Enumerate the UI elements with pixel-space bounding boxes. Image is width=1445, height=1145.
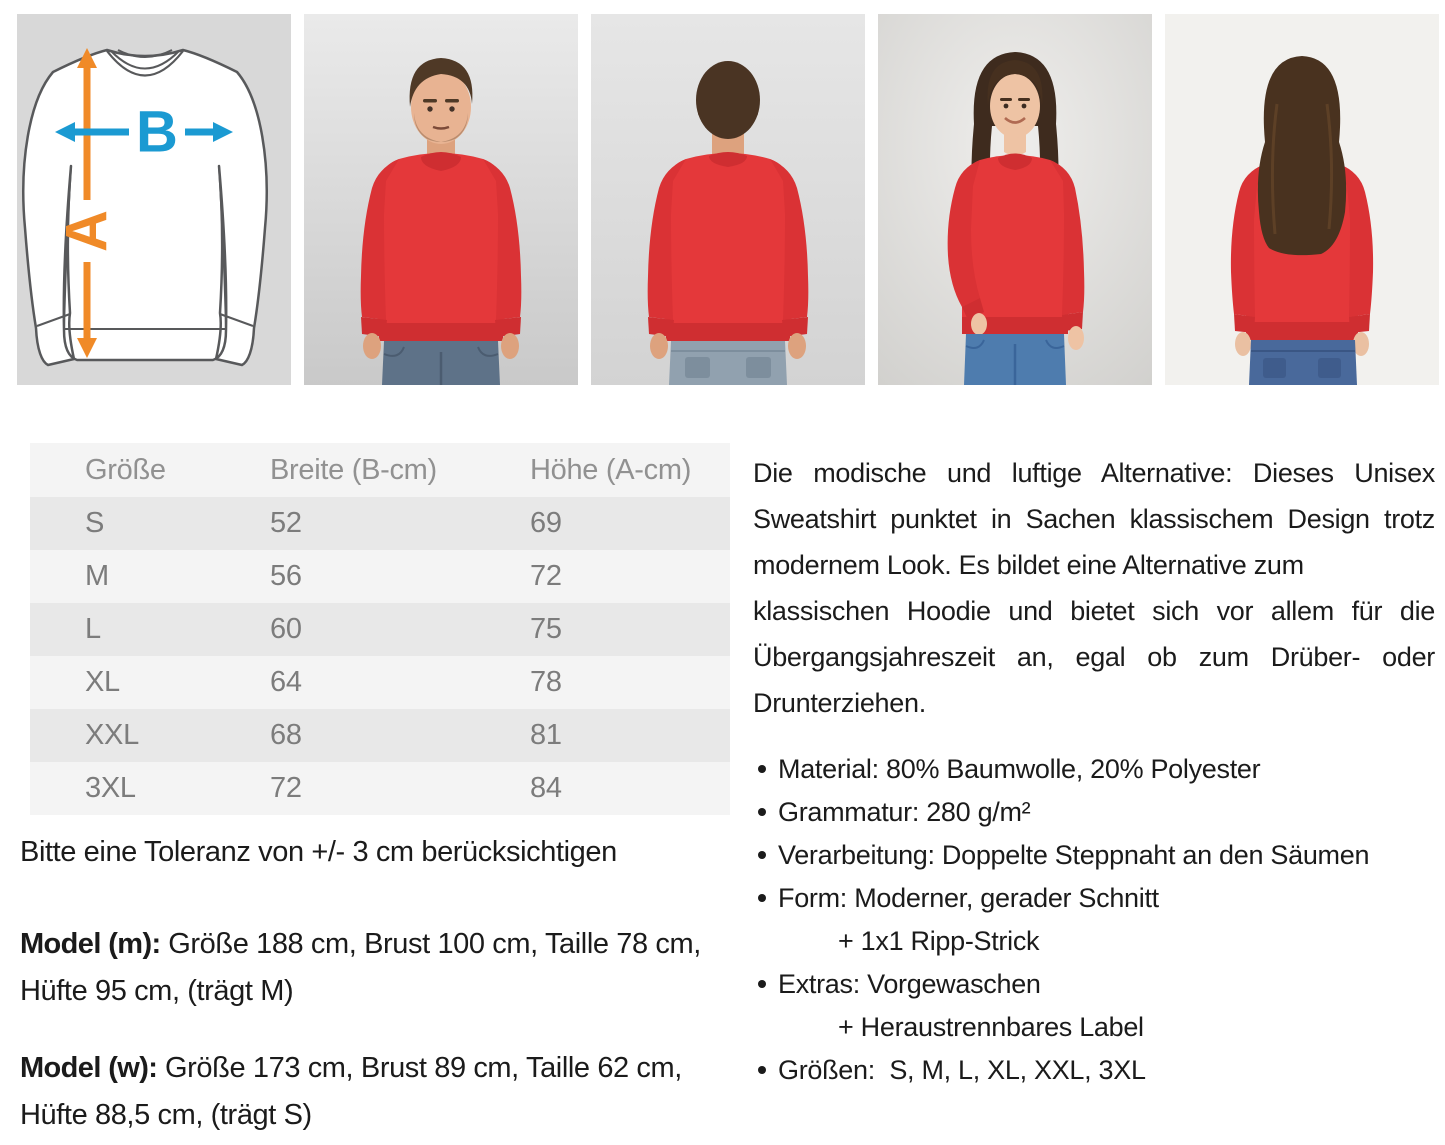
product-description	[753, 450, 1435, 726]
description-line: klassischen Hoodie und bietet sich vor allem für die	[753, 596, 1435, 626]
size-table	[30, 443, 730, 815]
photo-woman-front	[878, 14, 1152, 385]
description-line: Sweatshirt punktet in Sachen klassischem Design trotz	[753, 504, 1435, 534]
table-cell: XXL	[30, 709, 245, 762]
col-header-hoehe: Höhe (A-cm)	[505, 443, 730, 497]
bullet-dot-icon	[758, 765, 766, 773]
product-gallery	[17, 14, 1439, 385]
table-row	[30, 709, 730, 762]
table-cell: L	[30, 603, 245, 656]
table-cell: 60	[245, 603, 505, 656]
label-a: A	[54, 210, 120, 252]
description-line: Übergangsjahreszeit an, egal ob zum Drüber- oder	[753, 642, 1435, 672]
tolerance-note: Bitte eine Toleranz von +/- 3 cm berücksichtigen	[20, 836, 617, 868]
description-line: modernem Look. Es bildet eine Alternative zum	[753, 550, 1304, 580]
spec-item-form-continuation: + 1x1 Ripp-Strick	[838, 926, 1040, 956]
spec-item-grammatur: Grammatur: 280 g/m²	[753, 791, 1435, 834]
model-m-label: Model (m):	[20, 928, 161, 960]
label-b: B	[136, 99, 178, 165]
table-row	[30, 656, 730, 709]
table-row	[30, 497, 730, 550]
photo-woman-back	[1165, 14, 1439, 385]
man-front-photo	[304, 14, 578, 385]
photo-man-back	[591, 14, 865, 385]
model-w-details: Größe 173 cm, Brust 89 cm, Taille 62 cm, Hüfte 88,5 cm, (trägt S)	[20, 1052, 682, 1131]
sweatshirt-measure-icon	[17, 14, 291, 385]
model-m-details: Größe 188 cm, Brust 100 cm, Taille 78 cm, Hüfte 95 cm, (trägt M)	[20, 928, 701, 1007]
table-cell: 64	[245, 656, 505, 709]
bullet-dot-icon	[758, 851, 766, 859]
table-cell: 84	[505, 762, 730, 815]
bullet-dot-icon	[758, 808, 766, 816]
table-cell: 68	[245, 709, 505, 762]
woman-front-photo	[878, 14, 1152, 385]
size-info-column	[20, 443, 740, 1139]
bullet-dot-icon	[758, 894, 766, 902]
size-table-header-row	[30, 443, 730, 497]
description-line: Drunterziehen.	[753, 688, 926, 718]
spec-item-verarbeitung: Verarbeitung: Doppelte Steppnaht an den Säumen	[753, 834, 1435, 877]
product-details-column	[753, 450, 1435, 1092]
table-cell: 72	[245, 762, 505, 815]
table-row	[30, 762, 730, 815]
table-cell: 56	[245, 550, 505, 603]
table-cell: 78	[505, 656, 730, 709]
spec-item-extras: Extras: Vorgewaschen	[753, 963, 1435, 1006]
spec-item-extras-continuation: + Heraustrennbares Label	[838, 1012, 1144, 1042]
table-cell: XL	[30, 656, 245, 709]
table-cell: S	[30, 497, 245, 550]
table-row	[30, 603, 730, 656]
col-header-groesse: Größe	[30, 443, 245, 497]
size-diagram	[17, 14, 291, 385]
model-w-measurements	[20, 1045, 742, 1139]
photo-man-front	[304, 14, 578, 385]
bullet-dot-icon	[758, 1066, 766, 1074]
table-cell: 52	[245, 497, 505, 550]
description-line: Die modische und luftige Alternative: Dieses Unisex	[753, 458, 1435, 488]
table-cell: 69	[505, 497, 730, 550]
table-cell: 72	[505, 550, 730, 603]
spec-item-form: Form: Moderner, gerader Schnitt	[753, 877, 1435, 920]
bullet-dot-icon	[758, 980, 766, 988]
model-m-measurements	[20, 921, 742, 1015]
table-cell: 81	[505, 709, 730, 762]
table-cell: 3XL	[30, 762, 245, 815]
spec-item-material: Material: 80% Baumwolle, 20% Polyester	[753, 748, 1435, 791]
table-cell: 75	[505, 603, 730, 656]
col-header-breite: Breite (B-cm)	[245, 443, 505, 497]
table-row	[30, 550, 730, 603]
spec-list	[753, 748, 1435, 1092]
spec-item-groessen: Größen: S, M, L, XL, XXL, 3XL	[753, 1049, 1435, 1092]
model-w-label: Model (w):	[20, 1052, 158, 1084]
woman-back-photo	[1165, 14, 1439, 385]
table-cell: M	[30, 550, 245, 603]
man-back-photo	[591, 14, 865, 385]
